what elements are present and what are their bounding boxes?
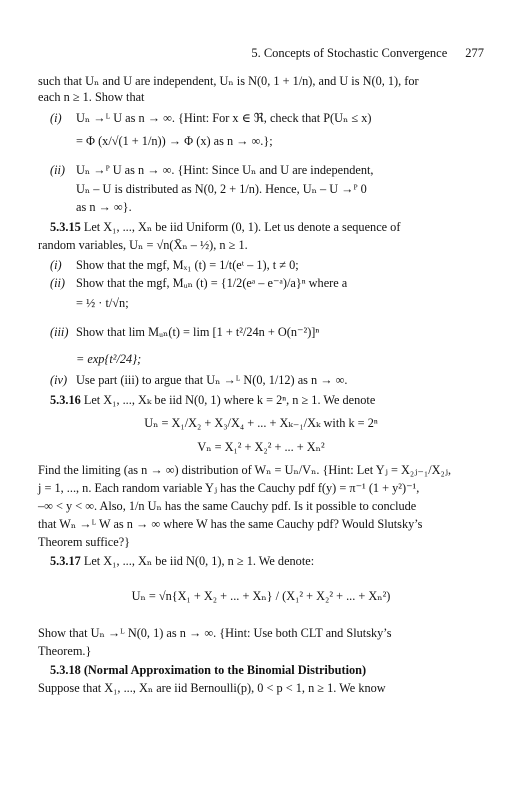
equation: = Φ (x/√(1 + 1/n)) → Φ (x) as n → ∞.}; [76,134,273,148]
item-text: Uₙ – U is distributed as N(0, 2 + 1/n). Hence, Uₙ – U →ᴾ 0 [76,182,367,196]
text-line: Theorem.} [38,644,92,658]
problem-text: Let X₁, ..., Xₖ be iid N(0, 1) where k = 2ⁿ, n ≥ 1. We denote [83,393,376,407]
item-text: Show that the mgf, Mₓ₁ (t) = 1/t(eᵗ – 1), t ≠ 0; [76,258,299,272]
text-line: j = 1, ..., n. Each random variable Yⱼ has the Cauchy pdf f(y) = π⁻¹ (1 + y²)⁻¹, [38,481,420,495]
item-text: = exp{t²/24}; [76,352,142,366]
problem-number: 5.3.16 [50,393,81,407]
text-line: such that Uₙ and U are independent, Uₙ is N(0, 1 + 1/n), and U is N(0, 1), for [38,74,419,88]
problem-text: Let X₁, ..., Xₙ be iid N(0, 1), n ≥ 1. We denote: [83,554,315,568]
item-text: Uₙ →ᴸ U as n → ∞. {Hint: For x ∈ ℜ, check that P(Uₙ ≤ x) [76,111,372,125]
item-label: (iii) [50,325,69,339]
problem-title: (Normal Approximation to the Binomial Distribution) [83,663,367,677]
equation: Uₙ = √n{X₁ + X₂ + ... + Xₙ} / (X₁² + X₂² + ... + Xₙ²) [131,589,391,603]
page-number: 277 [465,46,484,60]
section-title: 5. Concepts of Stochastic Convergence [251,46,448,60]
problem-line [50,393,375,408]
item-label: (i) [50,111,62,125]
item-text: Use part (iii) to argue that Uₙ →ᴸ N(0, 1/12) as n → ∞. [76,373,348,387]
problem-line [50,220,400,235]
text-line: that Wₙ →ᴸ W as n → ∞ where W has the same Cauchy pdf? Would Slutsky’s [38,517,423,531]
item-text: Show that the mgf, Mᵤₙ (t) = {1/2(eᵃ – e⁻ᵃ)/a}ⁿ where a [76,276,348,290]
item-label: (i) [50,258,62,272]
problem-line [50,554,314,569]
equation: Vₙ = X₁² + X₂² + ... + Xₙ² [197,440,325,454]
item-label: (iv) [50,373,68,387]
text-line: Suppose that X₁, ..., Xₙ are iid Bernoulli(p), 0 < p < 1, n ≥ 1. We know [38,681,386,695]
equation: Uₙ = X₁/X₂ + X₃/X₄ + ... + Xₖ₋₁/Xₖ with k = 2ⁿ [144,416,378,430]
problem-number: 5.3.17 [50,554,81,568]
item-text: = ½ · t/√n; [76,296,129,310]
text-line: Find the limiting (as n → ∞) distribution of Wₙ = Uₙ/Vₙ. {Hint: Let Yⱼ = X₂ⱼ₋₁/X₂ⱼ, [38,463,452,477]
problem-number: 5.3.18 [50,663,81,677]
problem-number: 5.3.15 [50,220,81,234]
text-line: Theorem suffice?} [38,535,131,549]
item-label: (ii) [50,163,66,177]
item-text: Uₙ →ᴾ U as n → ∞. {Hint: Since Uₙ and U are independent, [76,163,374,177]
text-line: –∞ < y < ∞. Also, 1/n Uₙ has the same Cauchy pdf. Is it possible to conclude [38,499,417,513]
problem-text: Let X₁, ..., Xₙ be iid Uniform (0, 1). Let us denote a sequence of [83,220,401,234]
item-text: as n → ∞}. [76,200,132,214]
item-label: (ii) [50,276,66,290]
text-line: Show that Uₙ →ᴸ N(0, 1) as n → ∞. {Hint: Use both CLT and Slutsky’s [38,626,392,640]
text-line: random variables, Uₙ = √n(X̄ₙ – ½), n ≥ 1. [38,238,248,252]
running-header [251,46,484,61]
problem-line [50,663,366,678]
text-line: each n ≥ 1. Show that [38,90,145,104]
item-text: Show that lim Mᵤₙ(t) = lim [1 + t²/24n + O(n⁻²)]ⁿ [76,325,320,339]
